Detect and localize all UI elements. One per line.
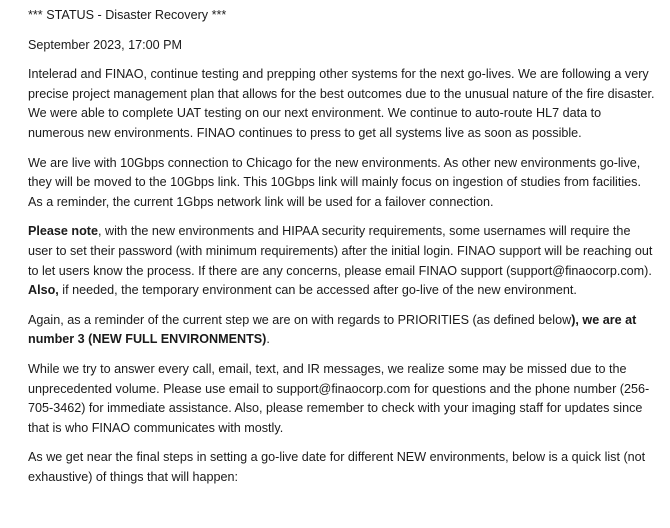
temporary-environment-text: if needed, the temporary environment can be accessed after go-live of the new environment. xyxy=(58,283,577,298)
paragraph-testing-update: Intelerad and FINAO, continue testing and prepping other systems for the next go-lives. We are following a very precise project management plan that allows for the best outcomes due to the unusual nature of the fire disaster. We were able to complete UAT testing on our next environment. We continue to auto-route HL7 data to numerous new environments. FINAO continues to press to get all systems live as soon as possible. xyxy=(28,67,655,140)
priorities-end: . xyxy=(266,332,270,347)
please-note-label: Please note xyxy=(28,224,98,239)
paragraph-network-link: We are live with 10Gbps connection to Chicago for the new environments. As other new environments go-live, they will be moved to the 10Gbps link. This 10Gbps link will mainly focus on ingestion of studies from facilities. As a reminder, the current 1Gbps network link will be used for a failover connection. xyxy=(28,155,641,209)
status-title: *** STATUS - Disaster Recovery *** xyxy=(28,8,227,22)
also-label: Also, xyxy=(28,283,59,298)
paragraph-next-steps: As we get near the final steps in setting a go-live date for different NEW environments, below is a quick list (not exhaustive) of things that will happen: xyxy=(28,450,646,484)
paragraph-contact: While we try to answer every call, email, text, and IR messages, we realize some may be missed due to the unprecedented volume. Please use email to support@finaocorp.com for questions and the phone number (256-705-3462) for immediate assistance. Also, please remember to check with your imaging staff for updates since that is who FINAO communicates with mostly. xyxy=(28,361,650,435)
priority-step-bold: ), we are at number 3 (NEW FULL ENVIRONMENTS) xyxy=(28,312,637,347)
password-note-text: , with the new environments and HIPAA security requirements, some usernames will require the user to set their password (with minimum requirements) after the initial login. FINAO support will be reaching out to let users know the process. If there are any concerns, please email FINAO support (support@finaocorp.com). xyxy=(28,224,653,278)
document-body xyxy=(28,6,656,497)
paragraph-priorities xyxy=(28,311,656,350)
priorities-text: Again, as a reminder of the current step we are on with regards to PRIORITIES (as defined below xyxy=(28,312,572,327)
paragraph-password-note xyxy=(28,222,656,300)
status-date: September 2023, 17:00 PM xyxy=(28,37,183,52)
